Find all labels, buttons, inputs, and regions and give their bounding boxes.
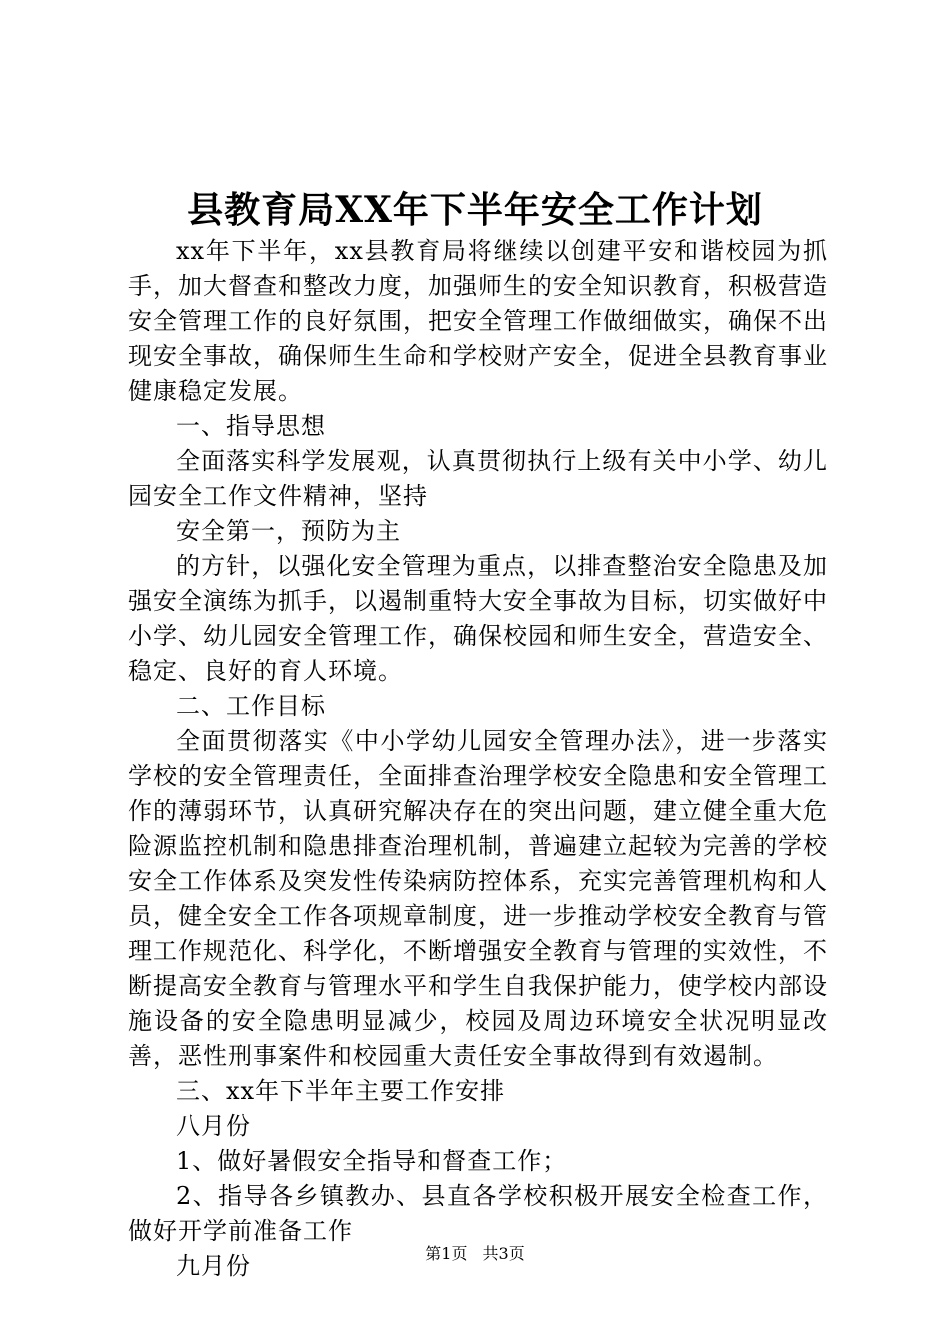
page-total: 共3页: [482, 1244, 525, 1263]
month-heading-september: 九月份: [176, 1252, 251, 1280]
section-heading-work-arrangements: 三、xx年下半年主要工作安排: [176, 1077, 506, 1105]
section-heading-work-goals: 二、工作目标: [176, 692, 326, 720]
document-title: 县教育局XX年下半年安全工作计划: [187, 189, 763, 231]
intro-paragraph: xx年下半年，xx县教育局将继续以创建平安和谐校园为抓手，加大督查和整改力度，加强师生的安全知识教育，积极营造安全管理工作的良好氛围，把安全管理工作做细做实，确保不出现安全事故，确保师生生命和学校财产安全，促进全县教育事业健康稳定发展。: [128, 237, 828, 405]
guiding-principle-line: 安全第一，预防为主: [176, 517, 401, 545]
august-item-1: 1、做好暑假安全指导和督查工作；: [176, 1147, 568, 1175]
guiding-policy-paragraph: 的方针，以强化安全管理为重点，以排查整治安全隐患及加强安全演练为抓手，以遏制重特大安全事故为目标，切实做好中小学、幼儿园安全管理工作，确保校园和师生安全，营造安全、稳定、良好的育人环境。: [128, 552, 828, 685]
work-goals-paragraph: 全面贯彻落实《中小学幼儿园安全管理办法》，进一步落实学校的安全管理责任，全面排查治理学校安全隐患和安全管理工作的薄弱环节，认真研究解决存在的突出问题，建立健全重大危险源监控机制和隐患排查治理机制，普遍建立起较为完善的学校安全工作体系及突发性传染病防控体系，充实完善管理机构和人员，健全安全工作各项规章制度，进一步推动学校安全教育与管理工作规范化、科学化，不断增强安全教育与管理的实效性，不断提高安全教育与管理水平和学生自我保护能力，使学校内部设施设备的安全隐患明显减少，校园及周边环境安全状况明显改善，恶性刑事案件和校园重大责任安全事故得到有效遏制。: [128, 727, 828, 1070]
page-footer: [0, 1244, 950, 1264]
section-heading-guiding-thought: 一、指导思想: [176, 412, 326, 440]
month-heading-august: 八月份: [176, 1112, 251, 1140]
guiding-thought-paragraph: 全面落实科学发展观，认真贯彻执行上级有关中小学、幼儿园安全工作文件精神，坚持: [128, 447, 828, 510]
document-body: [128, 234, 828, 1284]
page-number: 第1页: [425, 1244, 468, 1263]
august-item-2: 2、指导各乡镇教办、县直各学校积极开展安全检查工作，做好开学前准备工作: [128, 1182, 828, 1245]
